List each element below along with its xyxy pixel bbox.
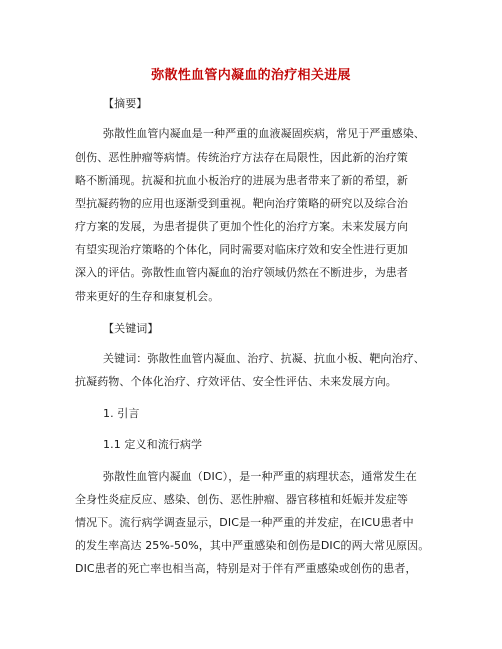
abstract-line: 创伤、恶性肿瘤等病情。传统治疗方法存在局限性，因此新的治疗策	[75, 151, 408, 164]
abstract-line: 有望实现治疗策略的个体化，同时需要对临床疗效和安全性进行更加	[75, 243, 408, 256]
abstract-line: 略不断涌现。抗凝和抗血小板治疗的进展为患者带来了新的希望，新	[75, 174, 408, 187]
body-line: 全身性炎症反应、感染、创伤、恶性肿瘤、器官移植和妊娠并发症等	[75, 493, 408, 506]
section-heading: 1. 引言	[103, 407, 140, 420]
abstract-line: 疗方案的发展，为患者提供了更加个性化的治疗方案。未来发展方向	[75, 220, 408, 233]
body-line: DIC患者的死亡率也相当高，特别是对于伴有严重感染或创伤的患者，	[75, 562, 417, 575]
body-line: 弥散性血管内凝血（DIC），是一种严重的病理状态，通常发生在	[103, 470, 417, 483]
abstract-line: 弥散性血管内凝血是一种严重的血液凝固疾病，常见于严重感染、	[103, 127, 425, 140]
subsection-heading: 1.1 定义和流行病学	[103, 438, 203, 451]
keywords-line: 关键词：弥散性血管内凝血、治疗、抗凝、抗血小板、靶向治疗、	[103, 352, 425, 365]
keywords-line: 抗凝药物、个体化治疗、疗效评估、安全性评估、未来发展方向。	[75, 375, 397, 388]
keywords-heading: 【关键词】	[103, 322, 159, 335]
body-line: 情况下。流行病学调查显示，DIC是一种严重的并发症，在ICU患者中	[75, 516, 414, 529]
body-line: 的发生率高达 25%-50%，其中严重感染和创伤是DIC的两大常见原因。	[75, 539, 430, 552]
abstract-heading: 【摘要】	[103, 97, 148, 110]
abstract-line: 型抗凝药物的应用也逐渐受到重视。靶向治疗策略的研究以及综合治	[75, 197, 408, 210]
abstract-line: 带来更好的生存和康复机会。	[75, 290, 220, 303]
document-title: 弥散性血管内凝血的治疗相关进展	[151, 68, 351, 83]
abstract-line: 深入的评估。弥散性血管内凝血的治疗领域仍然在不断进步，为患者	[75, 266, 408, 279]
